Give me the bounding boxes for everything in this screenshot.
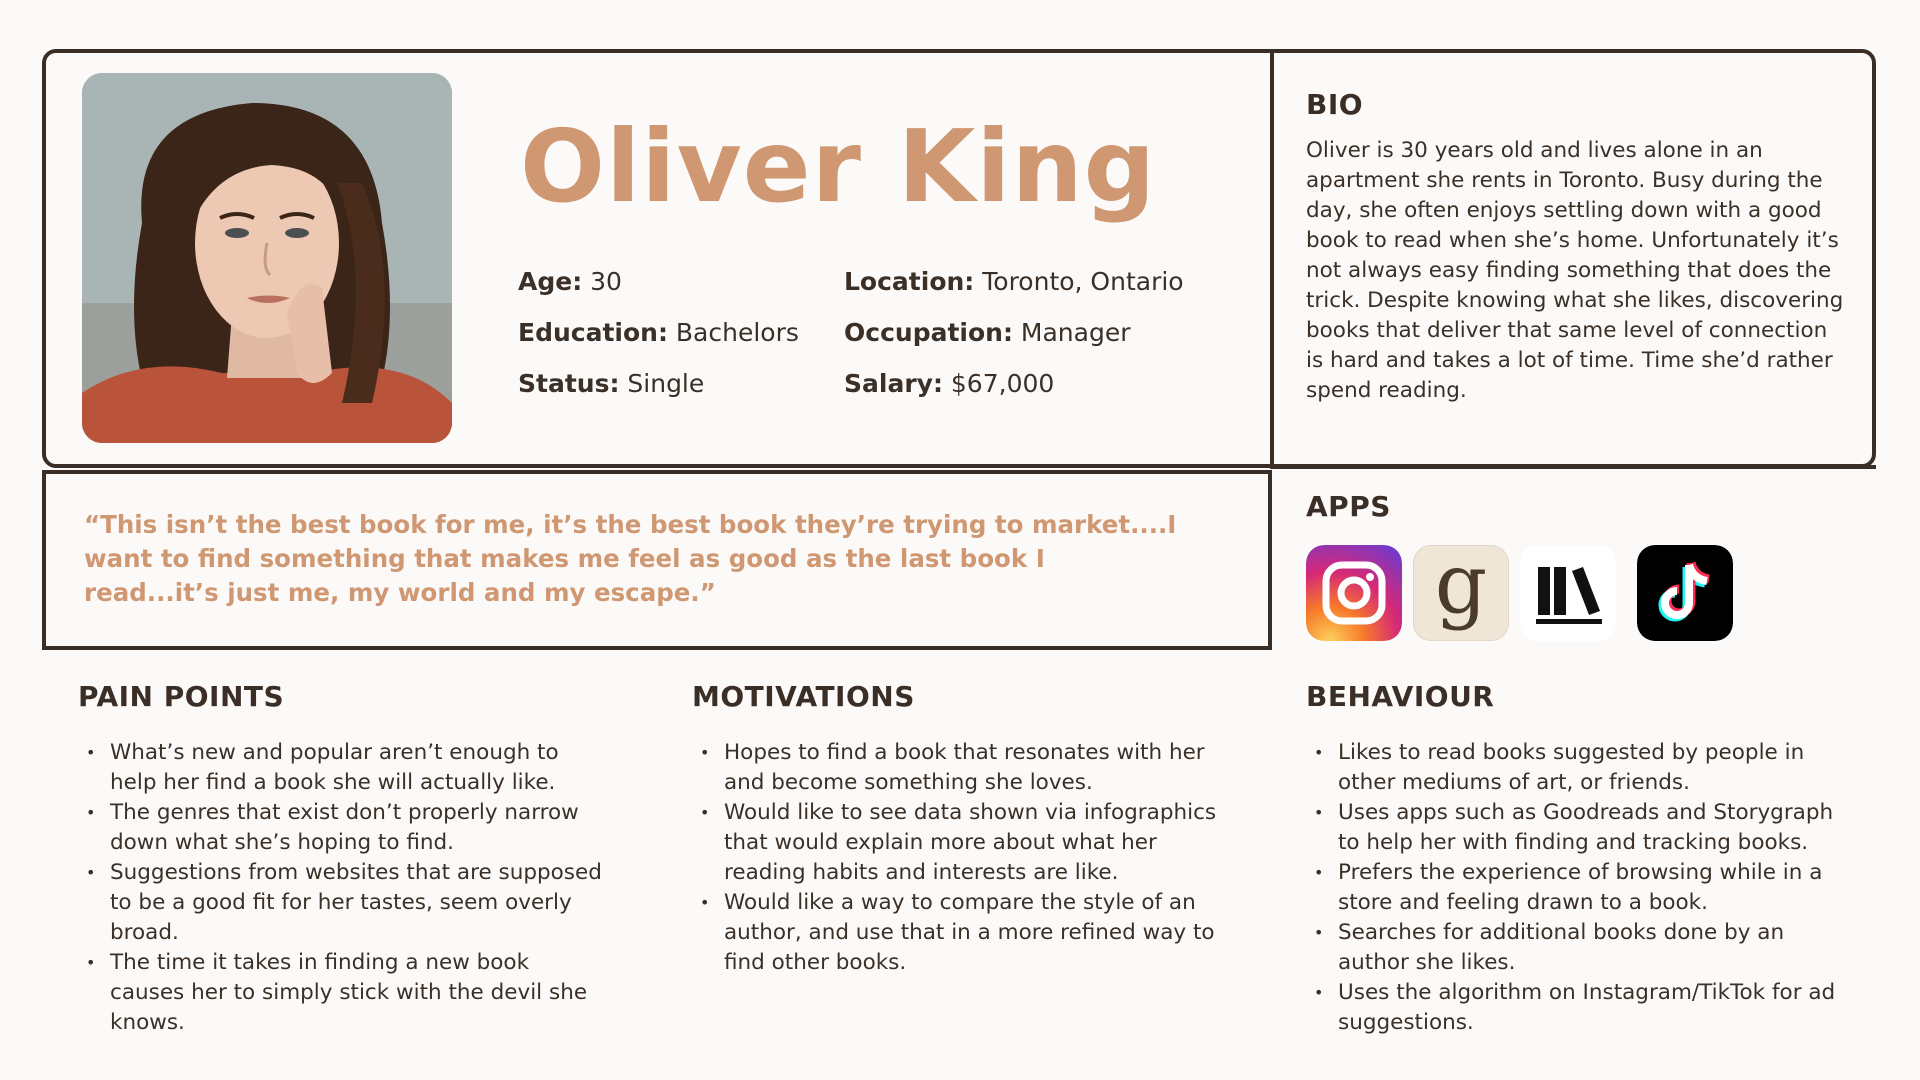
list-item: • The time it takes in finding a new book causes her to simply stick with the devil she knows. (78, 948, 608, 1038)
fact-value: 30 (590, 267, 622, 296)
fact-label: Location: (844, 267, 975, 296)
list-item: • What’s new and popular aren’t enough to help her find a book she will actually like. (78, 738, 608, 798)
list-item: • Uses the algorithm on Instagram/TikTok for ad suggestions. (1306, 978, 1846, 1038)
fact-label: Occupation: (844, 318, 1013, 347)
fact-value: Toronto, Ontario (982, 267, 1184, 296)
fact-salary (844, 358, 1054, 409)
avatar (82, 73, 452, 443)
fact-value: Single (627, 369, 705, 398)
pain-points-title: PAIN POINTS (78, 680, 285, 713)
fact-status (518, 358, 704, 409)
tiktok-icon (1637, 545, 1733, 641)
list-item: • Would like to see data shown via infographics that would explain more about what her reading habits and interests are like. (692, 798, 1222, 888)
divider-bio-bottom (1270, 465, 1876, 469)
fact-label: Salary: (844, 369, 943, 398)
list-item: • Suggestions from websites that are supposed to be a good fit for her tastes, seem overly broad. (78, 858, 608, 948)
fact-education (518, 307, 799, 358)
fact-occupation (844, 307, 1131, 358)
motivations-title: MOTIVATIONS (692, 680, 915, 713)
fact-value: Bachelors (675, 318, 799, 347)
motivations-list (692, 738, 1222, 978)
fact-location (844, 256, 1184, 307)
behaviour-title: BEHAVIOUR (1306, 680, 1495, 713)
persona-name: Oliver King (520, 108, 1157, 225)
fact-label: Status: (518, 369, 620, 398)
list-item: • Uses apps such as Goodreads and Storygraph to help her with finding and tracking books. (1306, 798, 1846, 858)
storygraph-icon (1520, 545, 1616, 641)
fact-age (518, 256, 622, 307)
list-item: • Prefers the experience of browsing while in a store and feeling drawn to a book. (1306, 858, 1846, 918)
goodreads-glyph: g (1434, 545, 1488, 632)
fact-label: Age: (518, 267, 583, 296)
behaviour-list (1306, 738, 1846, 1038)
divider-vertical (1270, 49, 1274, 468)
instagram-icon (1306, 545, 1402, 641)
portrait-illustration (82, 73, 452, 443)
list-item: • Would like a way to compare the style of an author, and use that in a more refined way to find other books. (692, 888, 1222, 978)
fact-value: Manager (1020, 318, 1131, 347)
bio-text: Oliver is 30 years old and lives alone in an apartment she rents in Toronto. Busy during the day, she often enjoys settling down with a good book to read when she’s home. Unfortunately it’s not always easy finding something that does the trick. Despite knowing what she likes, discovering books that deliver that same level of connection is hard and takes a lot of time. Time she’d rather spend reading. (1306, 138, 1844, 403)
bio-title: BIO (1306, 88, 1364, 121)
fact-value: $67,000 (950, 369, 1055, 398)
list-item: • Searches for additional books done by an author she likes. (1306, 918, 1846, 978)
list-item: • The genres that exist don’t properly narrow down what she’s hoping to find. (78, 798, 608, 858)
list-item: • Likes to read books suggested by people in other mediums of art, or friends. (1306, 738, 1846, 798)
goodreads-icon (1413, 545, 1509, 641)
persona-quote: “This isn’t the best book for me, it’s the best book they’re trying to market....I want to find something that makes me feel as good as the last book I read...it’s just me, my world and my escape.” (84, 510, 1177, 607)
pain-points-list (78, 738, 608, 1038)
fact-label: Education: (518, 318, 668, 347)
apps-title: APPS (1306, 490, 1391, 523)
list-item: • Hopes to find a book that resonates with her and become something she loves. (692, 738, 1222, 798)
